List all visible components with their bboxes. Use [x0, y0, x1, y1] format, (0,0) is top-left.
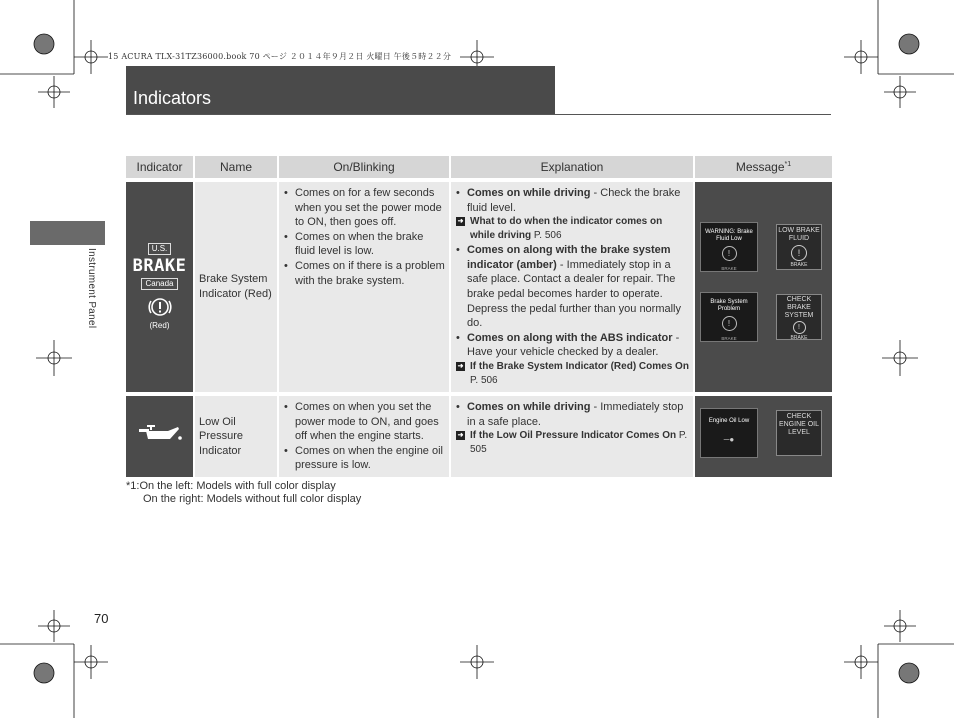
page-title: Indicators — [133, 88, 212, 108]
explanation-text: - Have your vehicle checked by a dealer. — [467, 331, 680, 359]
reference-arrow-icon: ➜ — [457, 432, 464, 440]
brake-warning-icon: ! — [791, 245, 807, 261]
canada-label: Canada — [141, 278, 177, 290]
footnote-line-1: *1:On the left: Models with full color display — [126, 480, 336, 492]
message-screen — [700, 222, 758, 272]
brake-warning-icon — [148, 295, 172, 319]
brake-message-cell — [694, 182, 832, 392]
message-sub: BRAKE — [721, 266, 737, 271]
message-text: CHECK ENGINE OIL LEVEL — [778, 412, 820, 436]
explanation-bold: Comes on while driving — [467, 187, 591, 199]
page-number: 70 — [94, 611, 109, 626]
header-message-label: Message — [735, 160, 785, 174]
list-item — [455, 331, 689, 360]
header-on-blinking: On/Blinking — [278, 156, 450, 178]
footnote-line-2: On the right: Models without full color display — [143, 493, 362, 505]
cross-reference-link[interactable] — [455, 429, 689, 457]
list-item — [455, 400, 689, 429]
brake-name-cell: Brake System Indicator (Red) — [194, 182, 278, 392]
header-explanation: Explanation — [450, 156, 694, 178]
reference-arrow-icon: ➜ — [457, 218, 464, 226]
list-item — [455, 186, 689, 215]
explanation-text: - Immediately stop in a safe place. Contact a dealer for repair. The brake pedal becomes harder to operate. Depress the pedal further than you normally do. — [467, 258, 682, 330]
table-row — [126, 182, 832, 392]
brake-on-blinking-cell — [278, 182, 450, 392]
cross-reference-link[interactable] — [455, 360, 689, 388]
brake-warning-icon: ! — [722, 246, 737, 261]
header-message-note: *1 — [784, 161, 792, 168]
message-sub: BRAKE — [721, 336, 737, 341]
message-text: CHECK BRAKE SYSTEM — [784, 296, 814, 319]
explanation-bold: Comes on along with the ABS indicator — [467, 331, 673, 344]
reference-text: What to do when the indicator comes on while driving — [470, 216, 663, 242]
oil-explanation-cell — [450, 396, 694, 477]
section-label: Instrument Panel — [86, 248, 97, 329]
table-header-row — [126, 156, 832, 178]
reference-arrow-icon: ➜ — [457, 362, 464, 370]
message-lcd — [776, 294, 822, 340]
footnote — [126, 480, 361, 506]
table-row — [126, 396, 832, 477]
header-name: Name — [194, 156, 278, 178]
list-item: • Comes on if there is a problem with the brake system. — [283, 259, 445, 288]
list-item: • Comes on when you set the power mode to ON, and goes off when the engine starts. — [283, 400, 445, 444]
oil-can-icon: ─● — [723, 434, 735, 444]
brake-indicator-cell — [126, 182, 194, 392]
section-tab — [30, 221, 105, 245]
list-item: • Comes on when the brake fluid level is low. — [283, 230, 445, 259]
us-label: U.S. — [148, 243, 172, 255]
reference-text: If the Low Oil Pressure Indicator Comes On — [470, 430, 677, 442]
oil-indicator-cell — [126, 396, 194, 477]
list-item — [455, 243, 689, 331]
explanation-bold: Comes on along with the brake system indicator (amber) — [467, 244, 671, 271]
reference-page: P. 506 — [470, 374, 498, 386]
explanation-text: - Immediately stop in a safe place. — [467, 400, 684, 428]
explanation-bold: Comes on while driving — [467, 400, 591, 413]
reference-page: P. 505 — [470, 430, 688, 456]
brake-explanation-cell — [450, 182, 694, 392]
title-rule — [126, 114, 831, 115]
message-text: LOW BRAKE FLUID — [778, 227, 820, 242]
message-screen — [700, 292, 758, 342]
oil-on-blinking-cell — [278, 396, 450, 477]
reference-text: If the Brake System Indicator (Red) Comes On — [470, 360, 689, 372]
red-color-note: (Red) — [149, 320, 170, 330]
brake-warning-icon: ! — [793, 321, 806, 334]
header-message — [694, 156, 832, 178]
brake-text-icon: BRAKE — [132, 256, 187, 277]
message-sub: BRAKE — [790, 335, 808, 341]
explanation-text: - Check the brake fluid level. — [467, 187, 681, 214]
message-screen — [700, 408, 758, 458]
oil-name-cell: Low Oil Pressure Indicator — [194, 396, 278, 477]
list-item: • Comes on when the engine oil pressure is low. — [283, 444, 445, 473]
brake-warning-icon: ! — [722, 316, 737, 331]
message-sub: BRAKE — [790, 262, 808, 268]
message-lcd — [776, 410, 822, 456]
message-text: WARNING: Brake Fluid Low — [705, 229, 753, 242]
cross-reference-link[interactable] — [455, 215, 689, 243]
message-text: Brake System Problem — [710, 299, 748, 312]
reference-page: P. 506 — [531, 230, 562, 242]
print-header: 15 ACURA TLX-31TZ36000.book 70 ページ ２０１４年９月２日 火曜日 午後５時２２分 — [108, 52, 452, 61]
oil-message-cell — [694, 396, 832, 477]
oil-can-icon — [136, 422, 184, 446]
indicators-table — [126, 156, 832, 477]
message-text: Engine Oil Low — [708, 417, 750, 424]
message-lcd — [776, 224, 822, 270]
list-item: • Comes on for a few seconds when you set the power mode to ON, then goes off. — [283, 186, 445, 230]
header-indicator: Indicator — [126, 156, 194, 178]
